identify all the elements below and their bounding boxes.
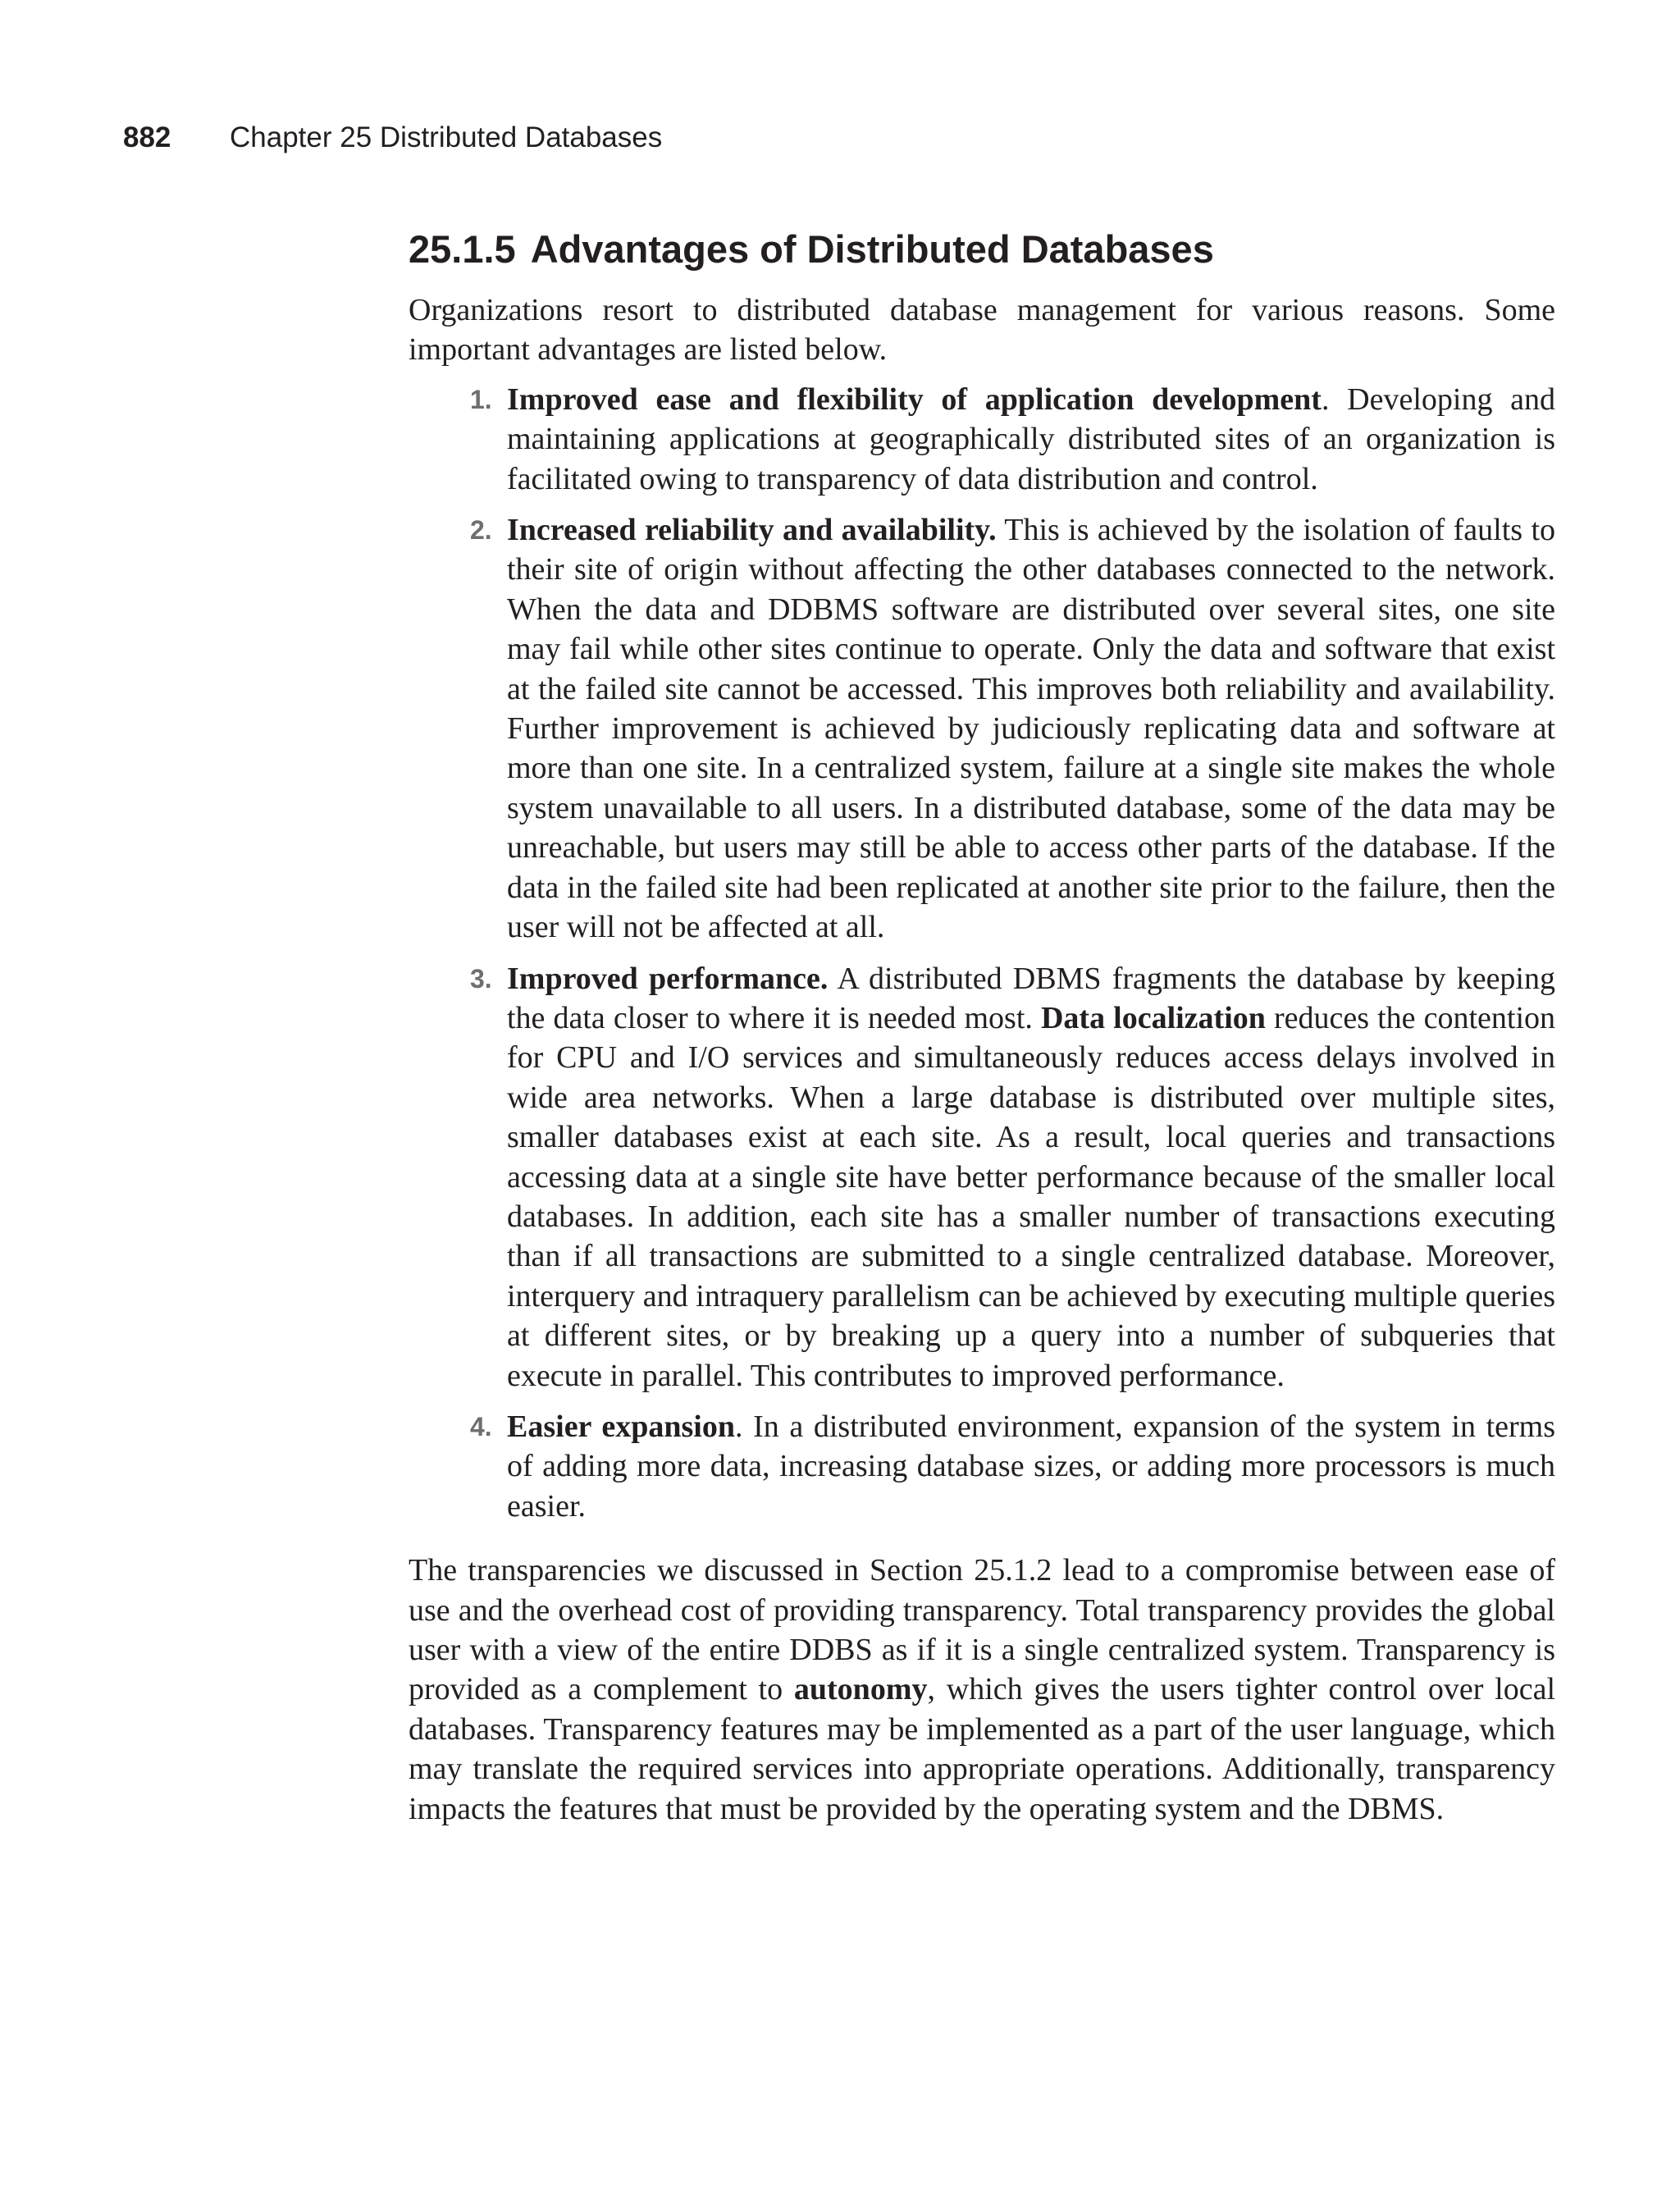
item-text: In a distributed environment, expansion of the system in terms of adding more data, increasing database sizes, or adding more processors is much easier. xyxy=(507,1409,1555,1524)
list-item xyxy=(409,510,1555,947)
item-text: A distributed DBMS fragments the database by keeping the data closer to where it is needed most. xyxy=(507,961,1555,1035)
item-title: Easier expansion xyxy=(507,1409,735,1444)
list-item xyxy=(409,380,1555,499)
item-title: Increased reliability and availability. xyxy=(507,513,997,548)
closing-text: The transparencies we discussed in Section 25.1.2 lead to a compromise between ease of use and the overhead cost of providing transparency. Total transparency provides the global user with a view of the entire DDBS as if it is a single centralized system. Transparency is provided as a complement to xyxy=(409,1553,1555,1707)
item-title: Improved ease and flexibility of application development xyxy=(507,381,1322,417)
section-title: Advantages of Distributed Databases xyxy=(530,227,1214,271)
closing-paragraph xyxy=(409,1551,1555,1829)
list-item xyxy=(409,959,1555,1396)
item-title-suffix: . xyxy=(734,1409,743,1444)
page-number: 882 xyxy=(123,121,171,153)
item-text: Developing and maintaining applications at geographically distributed sites of an organization is facilitated owing to transparency of data distribution and control. xyxy=(507,381,1556,496)
intro-paragraph: Organizations resort to distributed database management for various reasons. Some important advantages are listed below. xyxy=(409,293,1555,368)
list-item xyxy=(409,1407,1555,1526)
advantages-list xyxy=(409,380,1555,1526)
section-heading xyxy=(409,225,1555,274)
item-number: 2. xyxy=(470,515,492,546)
chapter-title: Chapter 25 Distributed Databases xyxy=(230,121,663,153)
key-term: Data localization xyxy=(1040,1000,1266,1035)
item-text-continued: reduces the contention for CPU and I/O services and simultaneously reduces access delays involved in wide area networks. When a large database is distributed over multiple sites, smaller databases exist at each site. As a result, local queries and transactions accessing data at a single site have better performance because of the smaller local databases. In addition, each site has a smaller number of transactions executing than if all transactions are submitted to a single centralized database. Moreover, interquery and intraquery parallelism can be achieved by executing multiple queries at different sites, or by breaking up a query into a number of subqueries that execute in parallel. This contributes to improved performance. xyxy=(507,1000,1556,1393)
item-title-suffix: . xyxy=(1321,381,1330,417)
item-title: Improved performance. xyxy=(507,961,829,996)
key-term: autonomy xyxy=(793,1672,928,1707)
main-content xyxy=(409,225,1555,1829)
closing-text-continued: , which gives the users tighter control over local databases. Transparency features may be implemented as a part of the user language, which may translate the required services into appropriate operations. Additionally, transparency impacts the features that must be provided by the operating system and the DBMS. xyxy=(409,1672,1555,1826)
running-head xyxy=(123,120,662,156)
item-number: 4. xyxy=(470,1411,492,1441)
section-number: 25.1.5 xyxy=(409,227,516,271)
item-text: This is achieved by the isolation of faults to their site of origin without affecting the other databases connected to the network. When the data and DDBMS software are distributed over several sites, one site may fail while other sites continue to operate. Only the data and software that exist at the failed site cannot be accessed. This improves both reliability and availability. Further improvement is achieved by judiciously replicating data and software at more than one site. In a centralized system, failure at a single site makes the whole system unavailable to all users. In a distributed database, some of the data may be unreachable, but users may still be able to access other parts of the database. If the data in the failed site had been replicated at another site prior to the failure, then the user will not be affected at all. xyxy=(507,513,1555,945)
item-number: 1. xyxy=(470,384,492,414)
item-number: 3. xyxy=(470,963,492,994)
